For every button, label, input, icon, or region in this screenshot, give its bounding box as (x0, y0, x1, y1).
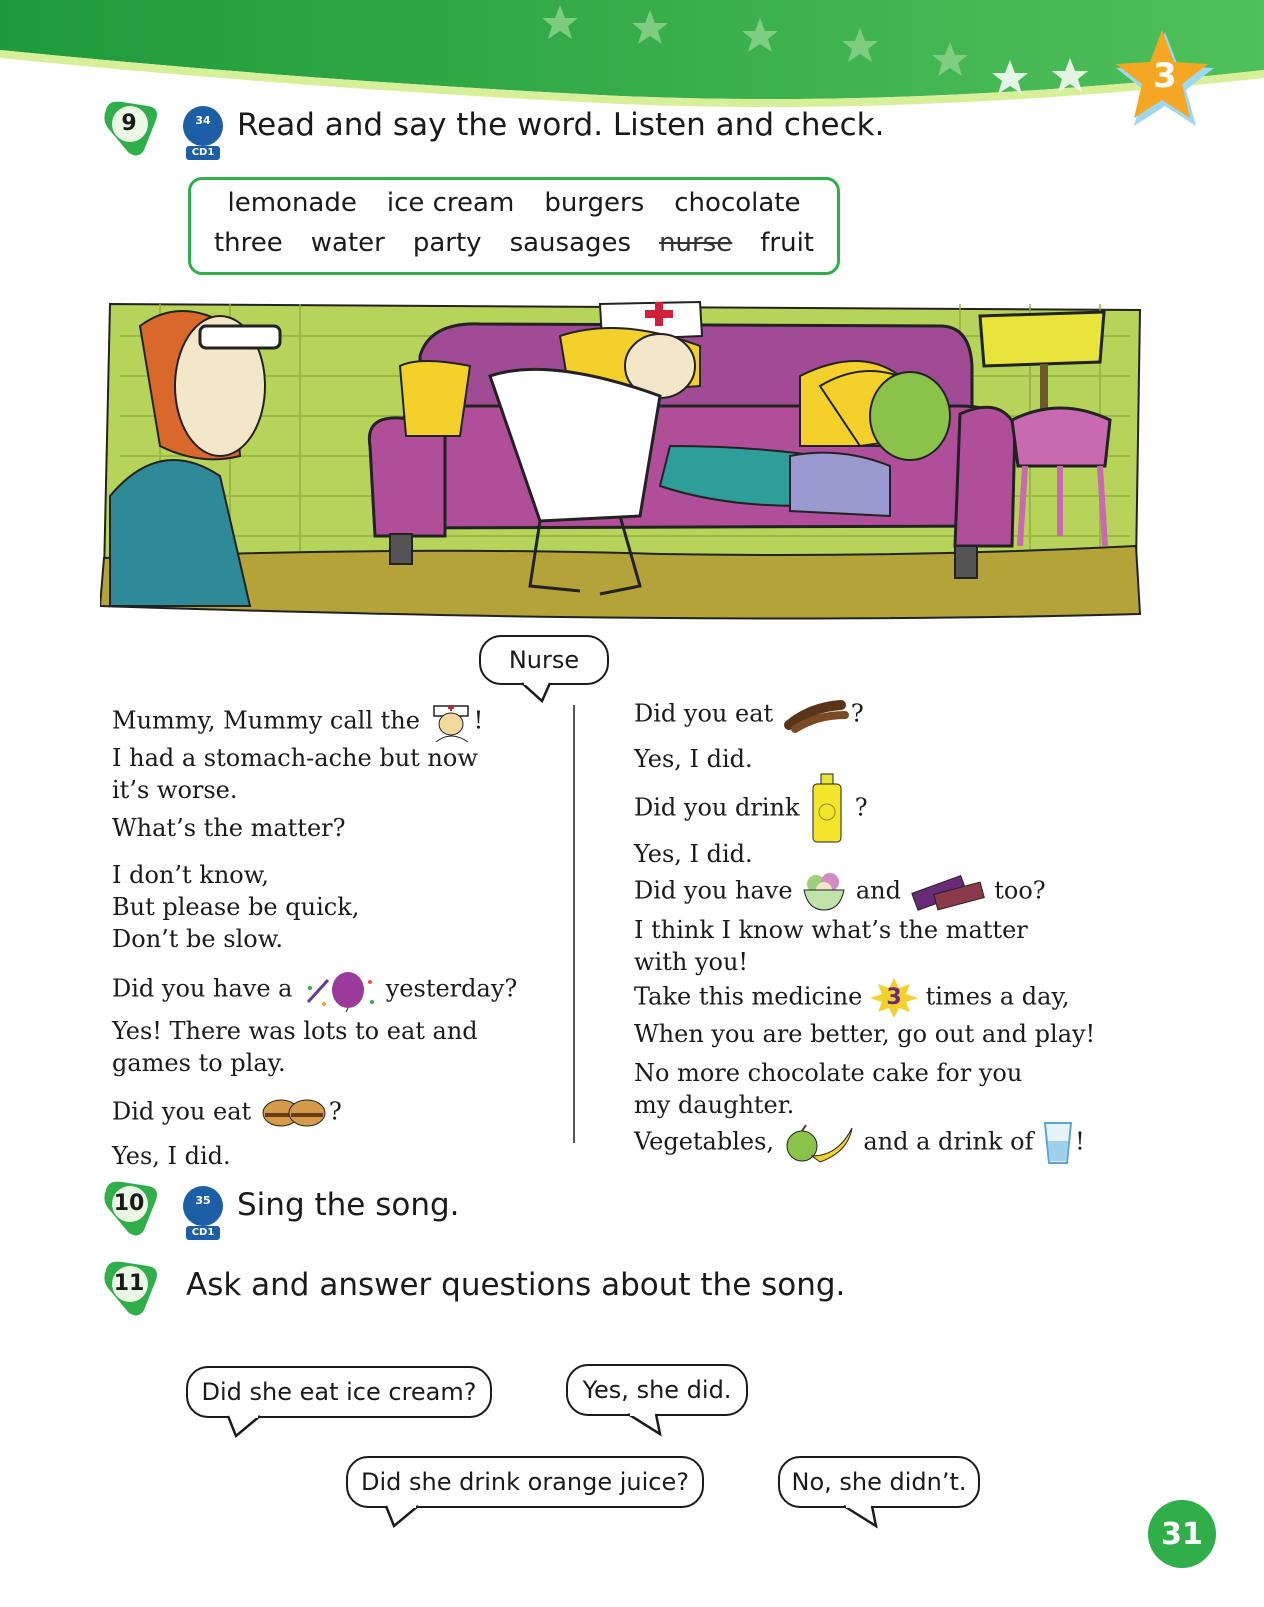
bubble-tail (384, 1504, 428, 1530)
speech-bubble (346, 1456, 704, 1508)
song-line: But please be quick, (112, 893, 360, 921)
word: three (213, 228, 283, 258)
bubble-tail (626, 1412, 670, 1438)
lemonade-icon (807, 772, 847, 846)
word: fruit (760, 228, 815, 258)
exercise-number: 11 (113, 1270, 145, 1296)
song-left-verse-2 (112, 859, 359, 955)
song-line: I don’t know, (112, 861, 270, 889)
song-left-line (112, 1093, 342, 1133)
song-line: times a day, (925, 982, 1070, 1011)
exercise-10-instruction: Sing the song. (237, 1187, 460, 1223)
unit-number: 3 (1153, 56, 1177, 96)
word: burgers (544, 188, 645, 218)
song-right-line: Yes, I did. (634, 745, 753, 773)
song-line: with you! (634, 948, 749, 976)
word-row-2 (191, 228, 837, 258)
bubble-tail (842, 1504, 886, 1530)
unit-badge (1110, 28, 1220, 138)
song-line: games to play. (112, 1049, 286, 1077)
exercise-9-badge (100, 98, 162, 160)
speech-bubble (778, 1456, 980, 1508)
cd-label: CD1 (186, 146, 220, 160)
song-right-verse (634, 1057, 1085, 1165)
bubble-text: Yes, she did. (582, 1376, 732, 1404)
fruit-icon (782, 1122, 856, 1164)
bubble-text: Did she eat ice cream? (201, 1378, 477, 1406)
song-line: ? (850, 699, 864, 728)
song-left-line: Yes, I did. (112, 1142, 231, 1170)
word: party (412, 228, 482, 258)
exercise-10-badge (100, 1178, 162, 1240)
cd-track-icon[interactable] (183, 106, 223, 162)
song-line: Take this medicine (634, 982, 863, 1011)
nurse-label: Nurse (508, 646, 580, 674)
song-line: Vegetables, (634, 1127, 775, 1156)
word: lemonade (227, 188, 357, 218)
song-line: Don’t be slow. (112, 925, 284, 953)
song-line: too? (994, 876, 1046, 905)
top-banner (0, 0, 1264, 120)
song-line: it’s worse. (112, 776, 238, 804)
medicine-count: 3 (886, 985, 902, 1010)
song-right-line: Yes, I did. (634, 840, 753, 868)
word: chocolate (674, 188, 801, 218)
song-line: Did you have a (112, 974, 293, 1003)
song-line: When you are better, go out and play! (634, 1020, 1096, 1048)
sausages-icon (781, 697, 851, 733)
song-line: yesterday? (385, 974, 518, 1003)
word-box (188, 177, 840, 275)
song-right-line (634, 697, 864, 733)
bubble-tail (520, 681, 560, 705)
word: water (310, 228, 385, 258)
song-line: I had a stomach-ache but now (112, 744, 478, 772)
crossed-out-word: nurse (659, 228, 733, 258)
chocolate-icon (909, 872, 987, 912)
exercise-9-instruction: Read and say the word. Listen and check. (237, 107, 885, 143)
song-illustration (100, 296, 1145, 626)
song-line: Yes! There was lots to eat and (112, 1017, 478, 1045)
water-glass-icon (1041, 1121, 1075, 1165)
song-line: ! (1075, 1127, 1085, 1156)
exercise-11-badge (100, 1258, 162, 1320)
speech-bubble (186, 1366, 492, 1418)
party-icon (300, 968, 378, 1012)
exercise-number: 10 (113, 1190, 145, 1216)
word: ice cream (386, 188, 515, 218)
song-left-line (112, 968, 517, 1012)
page-number: 31 (1148, 1500, 1216, 1568)
song-left-verse-3 (112, 1015, 478, 1079)
column-divider (573, 705, 575, 1143)
song-line: ! (473, 706, 484, 735)
bubble-tail (226, 1414, 270, 1440)
song-line: ? (854, 793, 868, 822)
bubble-text: Did she drink orange juice? (361, 1468, 689, 1496)
cd-track-icon[interactable] (183, 1186, 223, 1242)
song-left-verse-1 (112, 702, 483, 806)
song-line: No more chocolate cake for you (634, 1059, 1023, 1087)
song-right-verse (634, 870, 1095, 1050)
speech-bubble (566, 1364, 748, 1416)
word-row-1 (191, 188, 837, 218)
song-line: Did you eat (112, 1097, 252, 1126)
word: sausages (509, 228, 632, 258)
nurse-icon (428, 702, 474, 742)
exercise-11-instruction: Ask and answer questions about the song. (186, 1267, 846, 1303)
song-right-line (634, 772, 868, 846)
song-line: I think I know what’s the matter (634, 916, 1028, 944)
song-line: and (855, 876, 901, 905)
song-line: Did you have (634, 876, 793, 905)
song-line: ? (328, 1097, 342, 1126)
cd-track-number: 35 (195, 1194, 211, 1207)
song-line: Did you eat (634, 699, 774, 728)
starburst-icon (870, 978, 918, 1018)
song-line: Mummy, Mummy call the (112, 706, 420, 735)
song-left-line: What’s the matter? (112, 814, 346, 842)
song-line: and a drink of (863, 1127, 1034, 1156)
song-line: Did you drink (634, 793, 800, 822)
cd-track-number: 34 (195, 114, 211, 127)
cd-label: CD1 (186, 1226, 220, 1240)
burgers-icon (259, 1093, 329, 1133)
nurse-label-bubble (479, 635, 609, 685)
bubble-text: No, she didn’t. (791, 1468, 967, 1496)
ice-cream-icon (800, 870, 848, 914)
song-line: my daughter. (634, 1091, 795, 1119)
exercise-number: 9 (121, 110, 137, 136)
